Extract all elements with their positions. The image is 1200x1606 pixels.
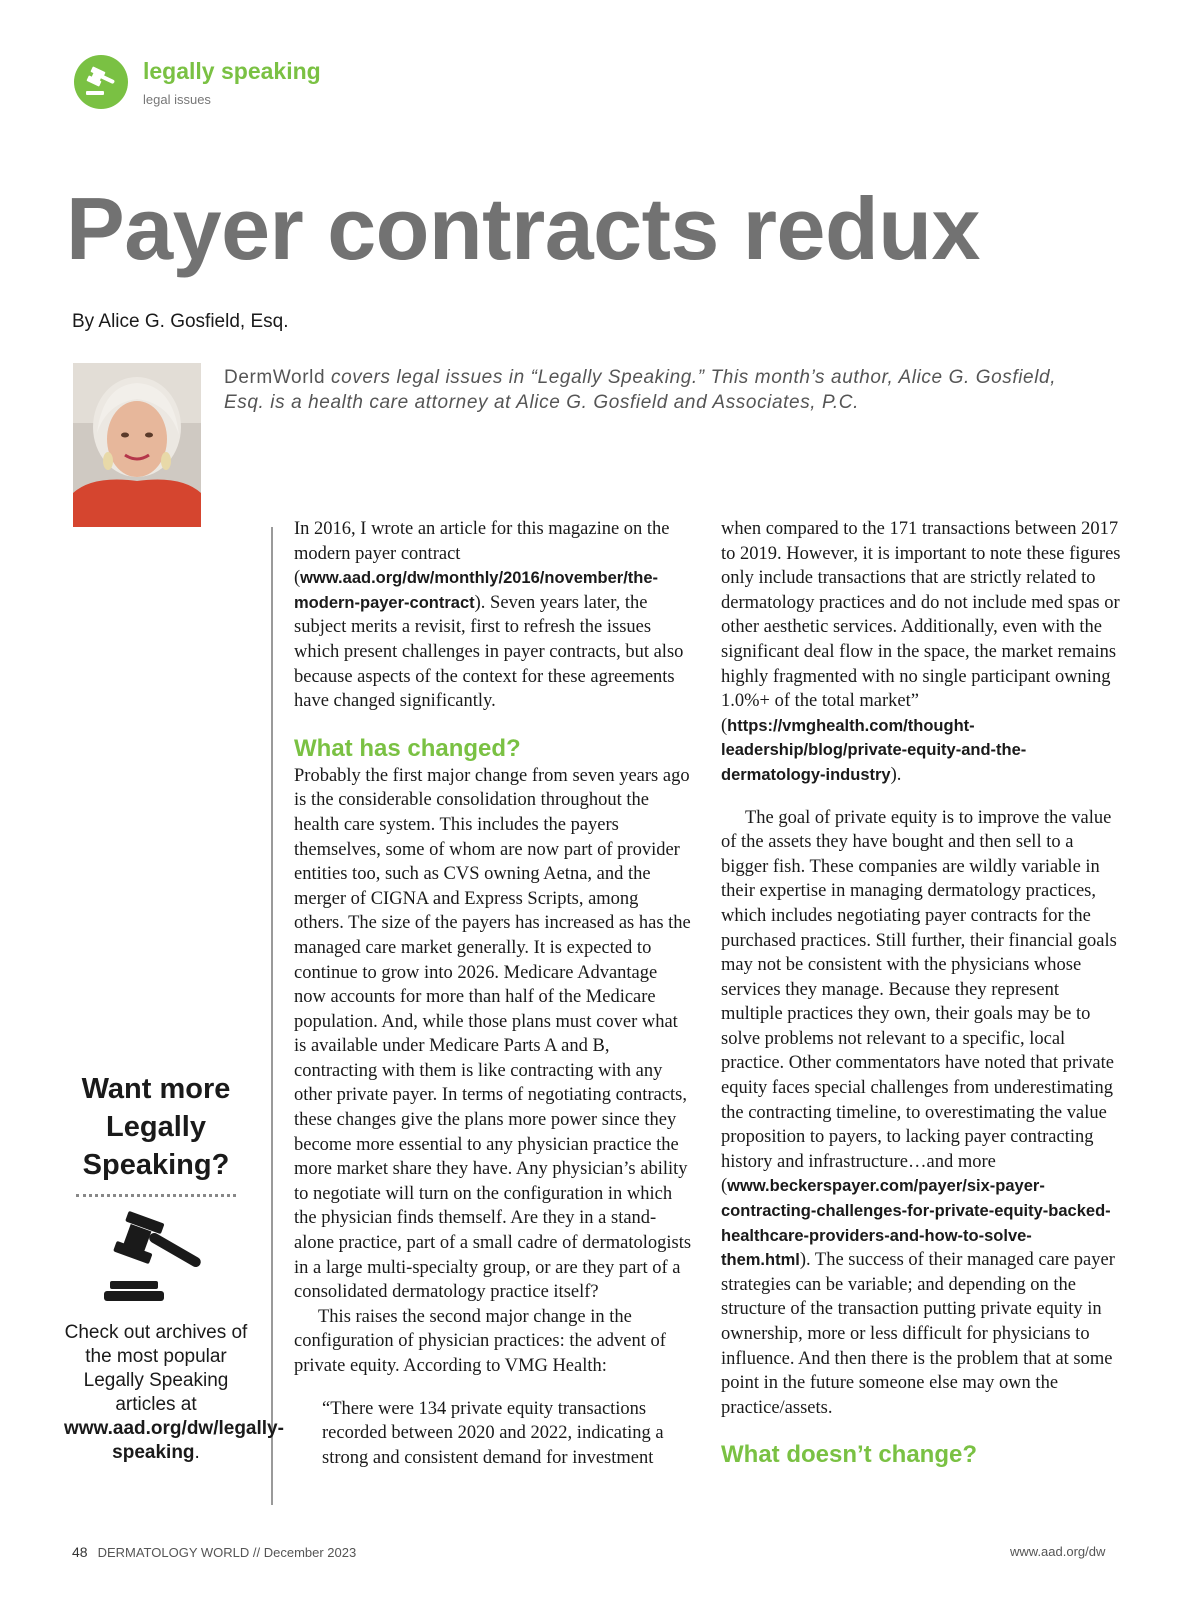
article-headline: Payer contracts redux xyxy=(66,179,980,278)
paragraph xyxy=(721,806,1121,1421)
block-quote: “There were 134 private equity transactions recorded between 2020 and 2022, indicating a strong and consistent demand for investment xyxy=(322,1398,664,1468)
paragraph-text: ). xyxy=(890,764,902,785)
promo-text xyxy=(64,1321,284,1465)
promo-box xyxy=(64,1070,284,1465)
article-link[interactable]: www.beckerspayer.com/payer/six-payer-contracting-challenges-for-private-equity-backed-healthcare-providers-and-how-to-solve-them.html xyxy=(721,1177,1111,1270)
paragraph xyxy=(294,517,692,714)
column-divider xyxy=(271,527,273,1505)
page-footer xyxy=(72,1544,356,1560)
publication-name: DermWorld xyxy=(224,367,326,388)
publication-info: DERMATOLOGY WORLD // December 2023 xyxy=(97,1545,357,1560)
article-column-1 xyxy=(294,517,692,1470)
promo-text-end: . xyxy=(194,1442,200,1463)
promo-text-body: Check out archives of the most popular Legally Speaking articles at xyxy=(64,1322,248,1415)
article-column-2 xyxy=(721,517,1121,1470)
promo-divider xyxy=(76,1194,236,1197)
paragraph-text: when compared to the 171 transactions between 2017 to 2019. However, it is important to note these figures only include transactions that are strictly related to dermatology practices and do not include med spas or other aesthetic services. Additionally, even with the significant deal flow in the space, the market remains highly fragmented with no single participant owning 1.0%+ of the total market” ( xyxy=(721,519,1121,736)
promo-link[interactable]: www.aad.org/dw/legally-speaking xyxy=(64,1418,284,1463)
paragraph-text: The goal of private equity is to improve the value of the assets they have bought and then sell to a bigger fish. These companies are wildly variable in their expertise in managing dermatology practices, which includes negotiating payer contracts for the purchased practices. Still further, their financial goals may not be consistent with the physicians whose services they manage. Because they represent multiple practices they own, their goals may be to solve problems not relevant to a specific, local practice. Other commentators have noted that private equity faces special challenges from underestimating the contracting timeline, to overestimating the value proposition to payers, to lacking payer contracting history and infrastructure…and more ( xyxy=(721,807,1117,1197)
article-link[interactable]: https://vmghealth.com/thought-leadership/blog/private-equity-and-the-dermatology-industry xyxy=(721,716,1027,784)
promo-title: Want more Legally Speaking? xyxy=(81,1073,231,1181)
page-number: 48 xyxy=(72,1544,88,1560)
author-note-text: covers legal issues in “Legally Speaking.” This month’s author, Alice G. Gosfield, Esq. is a health care attorney at Alice G. Gosfield and Associates, P.C. xyxy=(224,367,1057,413)
byline: By Alice G. Gosfield, Esq. xyxy=(72,311,289,332)
paragraph: This raises the second major change in the configuration of physician practices: the advent of private equity. According to VMG Health: xyxy=(294,1306,666,1376)
section-subtitle: legal issues xyxy=(143,92,211,107)
paragraph-text: ). The success of their managed care payer strategies can be variable; and depending on the structure of the transaction putting private equity in ownership, more or less difficult for physicians to influence. And then there is the problem that at some point in the future someone else may own the practice/assets. xyxy=(721,1250,1115,1418)
section-heading: What doesn’t change? xyxy=(721,1441,978,1469)
article-link[interactable]: www.aad.org/dw/monthly/2016/november/the-modern-payer-contract xyxy=(294,569,659,612)
paragraph: Probably the first major change from seven years ago is the considerable consolidation throughout the health care system. This includes the payers themselves, some of whom are now part of provider entities too, such as CVS owning Aetna, and the merger of CIGNA and Express Scripts, among others. The size of the payers has increased as has the managed care market generally. It is expected to continue to grow into 2026. Medicare Advantage now accounts for more than half of the Medicare population. And, while those plans must cover what is available under Medicare Parts A and B, contracting with them is like contracting with any other private payer. In terms of negotiating contracts, these changes give the plans more power since they become more essential to any physician practice the more market share they have. Any physician’s ability to negotiate will turn on the configuration in which the physician finds themself. Are they in a stand-alone practice, part of a small cadre of dermatologists in a large multi-specialty group, or are they part of a consolidated dermatology practice itself? xyxy=(294,765,692,1303)
paragraph xyxy=(721,517,1121,788)
author-note xyxy=(224,365,1084,415)
section-heading: What has changed? xyxy=(294,734,521,762)
author-photo xyxy=(73,363,201,527)
gavel-icon xyxy=(82,63,120,101)
section-badge xyxy=(74,55,128,109)
paragraph-text: ). Seven years later, the subject merits a revisit, first to refresh the issues which present challenges in payer contracts, but also because aspects of the context for these agreements have changed significantly. xyxy=(294,592,684,712)
section-title: legally speaking xyxy=(143,58,321,84)
paragraph-text: In 2016, I wrote an article for this magazine on the modern payer contract ( xyxy=(294,519,670,589)
gavel-icon xyxy=(96,1211,216,1311)
footer-url[interactable]: www.aad.org/dw xyxy=(1010,1544,1106,1559)
